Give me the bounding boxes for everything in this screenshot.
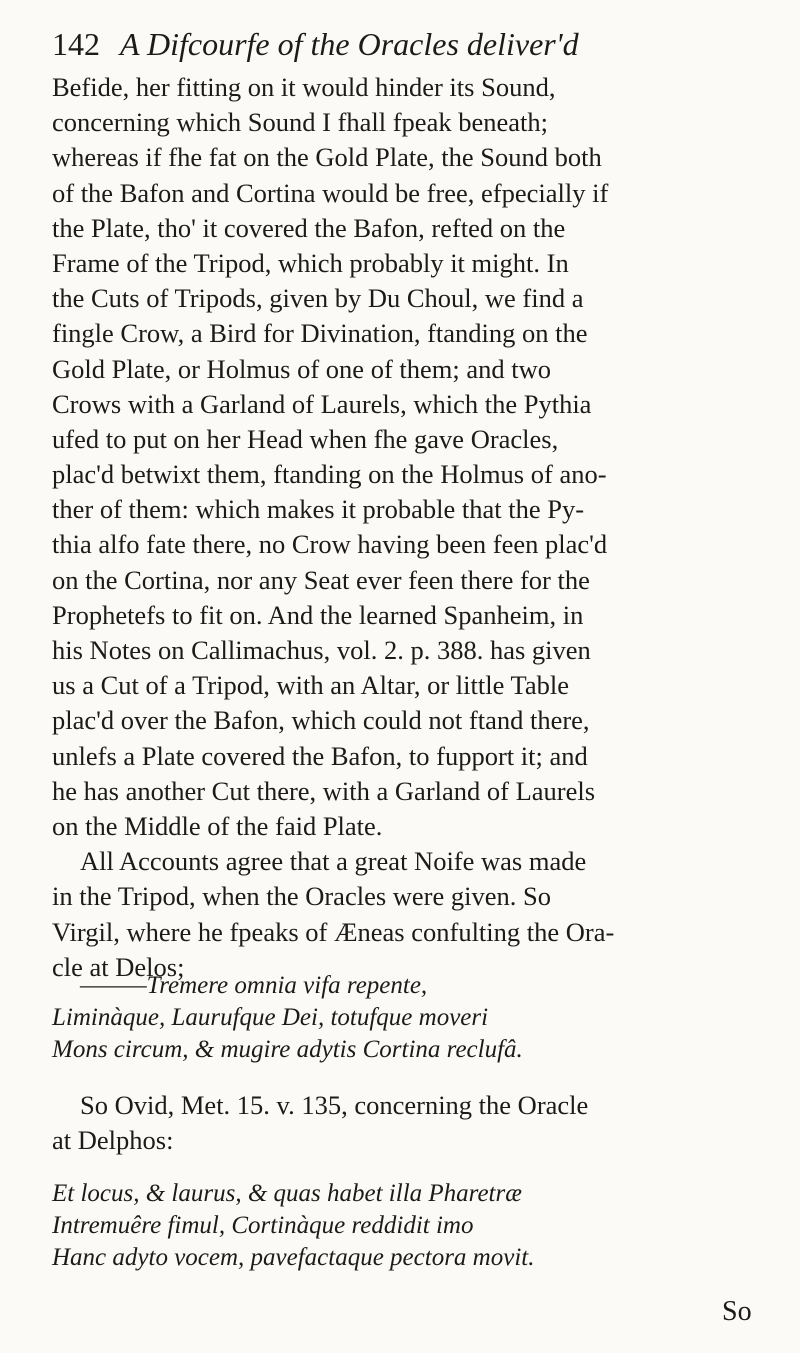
verse-line: Hanc adyto vocem, pavefactaque pectora movit. (52, 1244, 535, 1271)
verse-quotation-virgil (52, 970, 762, 1066)
text-line: plac'd betwixt them, ftanding on the Holmus of ano- (52, 459, 607, 490)
verse-line: Et locus, & laurus, & quas habet illa Pharetræ (52, 1180, 522, 1207)
running-title: A Difcourfe of the Oracles deliver'd (120, 26, 579, 62)
text-line: unlefs a Plate covered the Bafon, to fupport it; and (52, 740, 588, 771)
text-line: us a Cut of a Tripod, with an Altar, or little Table (52, 670, 569, 701)
catchword: So (722, 1296, 752, 1327)
verse-line: Intremuêre fimul, Cortinàque reddidit imo (52, 1212, 474, 1239)
text-line: Befide, her fitting on it would hinder its Sound, (52, 72, 556, 102)
verse-line: ———Tremere omnia vifa repente, (80, 972, 428, 999)
paragraph-3 (52, 1088, 762, 1158)
text-line: whereas if fhe fat on the Gold Plate, the Sound both (52, 142, 602, 173)
text-line: on the Middle of the faid Plate. (52, 810, 383, 841)
body-text (52, 70, 762, 985)
verse-quotation-ovid (52, 1178, 762, 1274)
text-line: ufed to put on her Head when fhe gave Oracles, (52, 423, 559, 454)
text-line: fingle Crow, a Bird for Divination, ftanding on the (52, 318, 588, 349)
text-line: the Plate, tho' it covered the Bafon, refted on the (52, 212, 566, 243)
text-line: concerning which Sound I fhall fpeak beneath; (52, 107, 548, 138)
text-line: Gold Plate, or Holmus of one of them; and two (52, 353, 552, 384)
text-line: So Ovid, Met. 15. v. 135, concerning the Oracle (80, 1090, 589, 1120)
text-line: Crows with a Garland of Laurels, which the Pythia (52, 388, 592, 419)
text-line: ther of them: which makes it probable that the Py- (52, 494, 585, 525)
text-line: in the Tripod, when the Oracles were given. So (52, 881, 551, 912)
text-line: Prophetefs to fit on. And the learned Spanheim, in (52, 599, 584, 630)
text-line: on the Cortina, nor any Seat ever feen there for the (52, 564, 590, 595)
text-line: Frame of the Tripod, which probably it might. In (52, 247, 569, 278)
verse-line: Mons circum, & mugire adytis Cortina reclufâ. (52, 1036, 523, 1063)
text-line: cle at Delos; (52, 951, 185, 982)
paragraph-2 (52, 844, 762, 985)
text-line: plac'd over the Bafon, which could not ftand there, (52, 705, 590, 736)
text-line: at Delphos: (52, 1125, 174, 1156)
text-line: Virgil, where he fpeaks of Æneas confulting the Ora- (52, 916, 615, 947)
paragraph-1 (52, 70, 762, 844)
text-line: of the Bafon and Cortina would be free, efpecially if (52, 177, 609, 208)
page-header (52, 22, 752, 66)
verse-line: Liminàque, Laurufque Dei, totufque moveri (52, 1004, 489, 1031)
text-line: his Notes on Callimachus, vol. 2. p. 388. has given (52, 635, 591, 665)
page-number: 142 (52, 26, 100, 62)
text-line: All Accounts agree that a great Noife was made (80, 846, 587, 877)
text-line: thia alfo fate there, no Crow having been feen plac'd (52, 529, 608, 560)
text-line: the Cuts of Tripods, given by Du Choul, we find a (52, 283, 584, 314)
text-line: he has another Cut there, with a Garland of Laurels (52, 775, 596, 806)
